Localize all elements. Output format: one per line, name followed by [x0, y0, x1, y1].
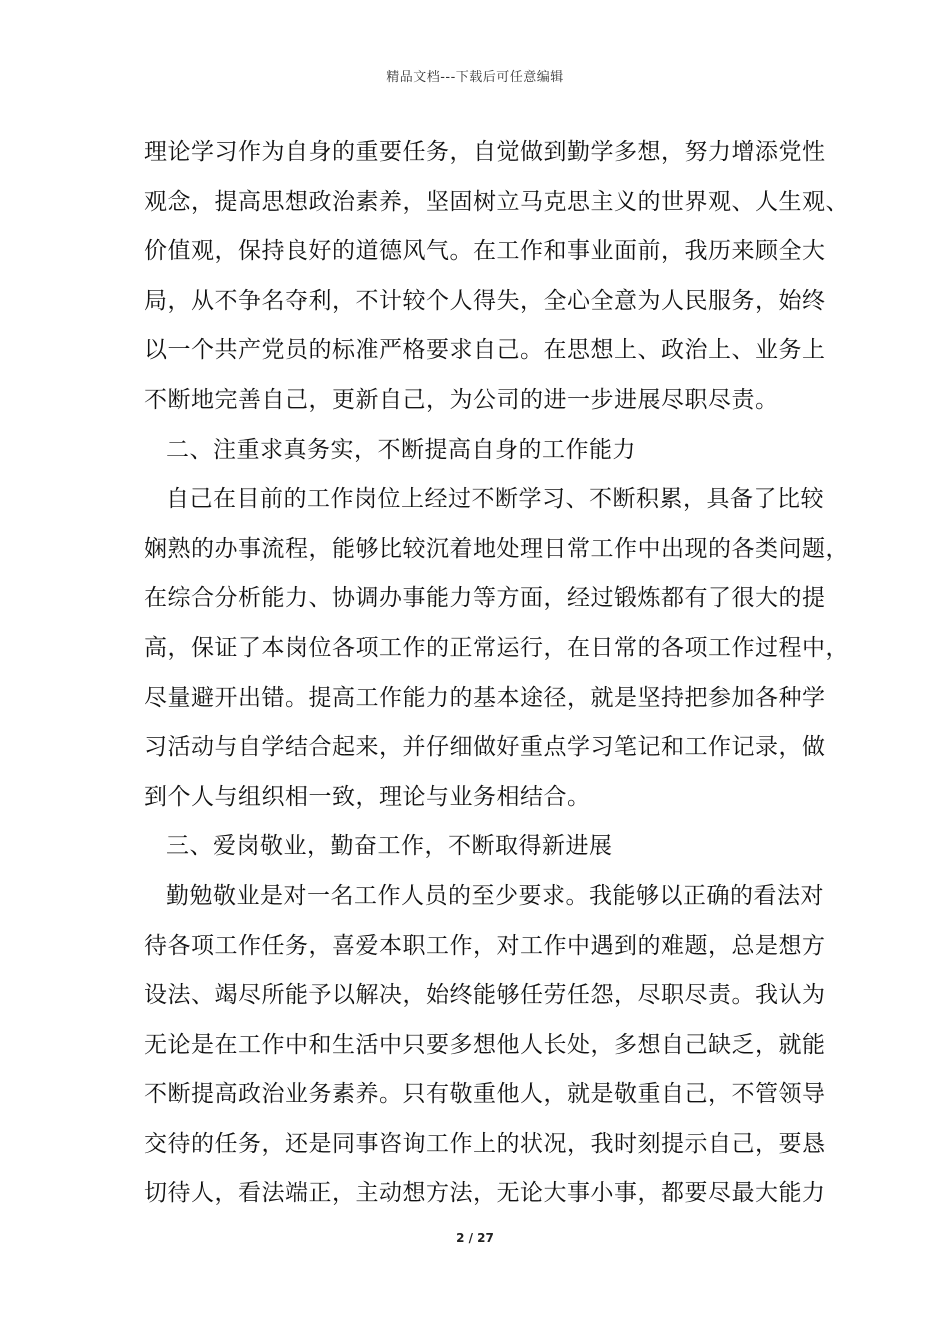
text-line: 娴熟的办事流程，能够比较沉着地处理日常工作中出现的各类问题，: [144, 535, 849, 562]
text-line: 高，保证了本岗位各项工作的正常运行，在日常的各项工作过程中，: [144, 634, 849, 661]
text-line: 尽量避开出错。提高工作能力的基本途径，就是坚持把参加各种学: [144, 684, 826, 711]
text-line: 观念，提高思想政治素养，坚固树立马克思主义的世界观、人生观、: [144, 188, 849, 215]
text-line: 切待人，看法端正，主动想方法，无论大事小事，都要尽最大能力: [144, 1180, 826, 1207]
text-line: 无论是在工作中和生活中只要多想他人长处，多想自己缺乏，就能: [144, 1031, 826, 1058]
page-number: 2 / 27: [456, 1231, 494, 1245]
text-line: 到个人与组织相一致，理论与业务相结合。: [144, 783, 591, 810]
text-line: 待各项工作任务，喜爱本职工作，对工作中遇到的难题，总是想方: [144, 932, 826, 959]
text-line: 习活动与自学结合起来，并仔细做好重点学习笔记和工作记录，做: [144, 734, 826, 761]
text-line: 价值观，保持良好的道德风气。在工作和事业面前，我历来顾全大: [144, 238, 826, 265]
text-line: 理论学习作为自身的重要任务，自觉做到勤学多想，努力增添党性: [144, 139, 826, 165]
section-heading-2: 二、注重求真务实，不断提高自身的工作能力: [166, 436, 636, 463]
text-line: 以一个共产党员的标准严格要求自己。在思想上、政治上、业务上: [144, 337, 826, 364]
page-header: 精品文档---下载后可任意编辑: [386, 70, 564, 85]
text-line: 在综合分析能力、协调办事能力等方面，经过锻炼都有了很大的提: [144, 585, 826, 612]
text-line: 交待的任务，还是同事咨询工作上的状况，我时刻提示自己，要恳: [144, 1130, 826, 1157]
text-line: 局，从不争名夺利，不计较个人得失，全心全意为人民服务，始终: [144, 287, 826, 314]
section-heading-3: 三、爱岗敬业，勤奋工作，不断取得新进展: [166, 833, 613, 860]
text-line: 勤勉敬业是对一名工作人员的至少要求。我能够以正确的看法对: [166, 882, 824, 909]
text-line: 设法、竭尽所能予以解决，始终能够任劳任怨，尽职尽责。我认为: [144, 982, 826, 1009]
text-line: 不断地完善自己，更新自己，为公司的进一步进展尽职尽责。: [144, 386, 779, 413]
document-body: [144, 132, 849, 1223]
text-line: 不断提高政治业务素养。只有敬重他人，就是敬重自己，不管领导: [144, 1081, 826, 1108]
text-line: 自己在目前的工作岗位上经过不断学习、不断积累，具备了比较: [166, 486, 824, 513]
